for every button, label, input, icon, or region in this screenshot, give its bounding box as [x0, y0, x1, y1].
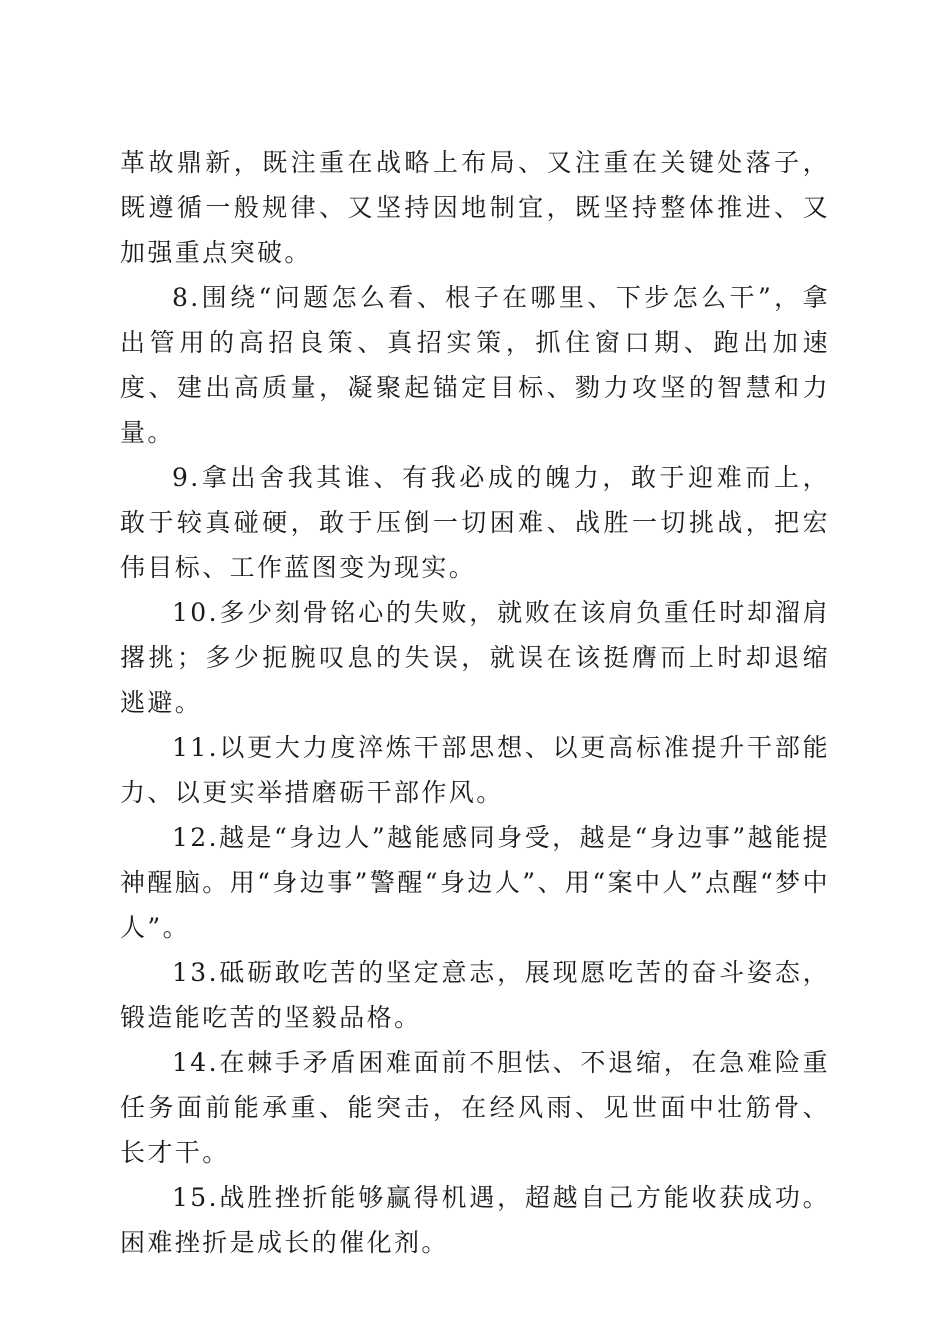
paragraph-item-15: 15.战胜挫折能够赢得机遇，超越自己方能收获成功。困难挫折是成长的催化剂。 — [120, 1183, 830, 1257]
paragraph-continuation: 革故鼎新，既注重在战略上布局、又注重在关键处落子，既遵循一般规律、又坚持因地制宜，既坚持整体推进、又加强重点突破。 — [120, 148, 830, 267]
paragraph-item-9: 9.拿出舍我其谁、有我必成的魄力，敢于迎难而上，敢于较真碰硬，敢于压倒一切困难、战胜一切挑战，把宏伟目标、工作蓝图变为现实。 — [120, 463, 830, 582]
paragraph-item-13: 13.砥砺敢吃苦的坚定意志，展现愿吃苦的奋斗姿态，锻造能吃苦的坚毅品格。 — [120, 958, 830, 1032]
paragraph-item-12: 12.越是“身边人”越能感同身受，越是“身边事”越能提神醒脑。用“身边事”警醒“身边人”、用“案中人”点醒“梦中人”。 — [120, 823, 830, 942]
paragraph-item-10: 10.多少刻骨铭心的失败，就败在该肩负重任时却溜肩撂挑；多少扼腕叹息的失误，就误在该挺膺而上时却退缩逃避。 — [120, 598, 830, 717]
paragraph-item-11: 11.以更大力度淬炼干部思想、以更高标准提升干部能力、以更实举措磨砺干部作风。 — [120, 733, 830, 807]
document-body — [120, 140, 830, 1265]
paragraph-item-8: 8.围绕“问题怎么看、根子在哪里、下步怎么干”，拿出管用的高招良策、真招实策，抓住窗口期、跑出加速度、建出高质量，凝聚起锚定目标、勠力攻坚的智慧和力量。 — [120, 283, 830, 447]
paragraph-item-14: 14.在棘手矛盾困难面前不胆怯、不退缩，在急难险重任务面前能承重、能突击，在经风雨、见世面中壮筋骨、长才干。 — [120, 1048, 830, 1167]
